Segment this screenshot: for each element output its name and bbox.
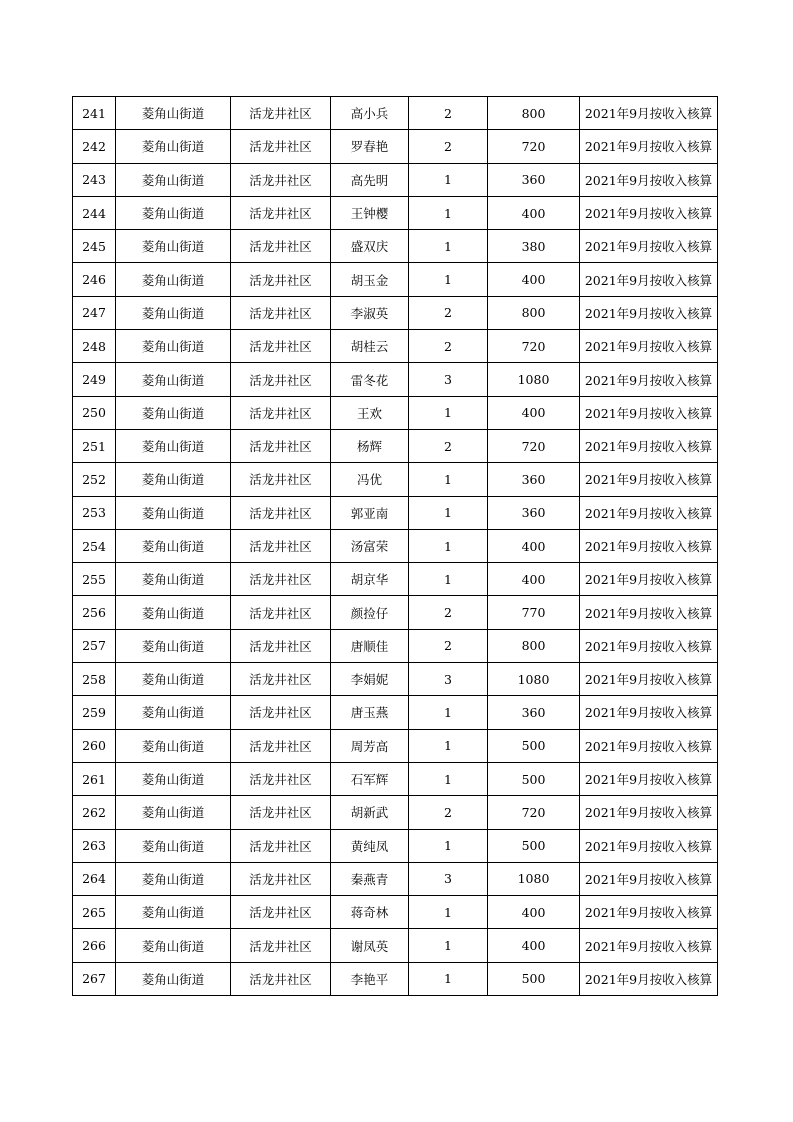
table-row [73,729,718,762]
cell-amount: 400 [488,396,580,429]
cell-note: 2021年9月按收入核算 [580,696,718,729]
cell-row-number: 241 [73,97,116,130]
cell-street-name: 菱角山街道 [116,563,231,596]
cell-street-name: 菱角山街道 [116,263,231,296]
cell-note: 2021年9月按收入核算 [580,762,718,795]
cell-person-name: 高小兵 [331,97,409,130]
cell-row-number: 256 [73,596,116,629]
cell-amount: 720 [488,130,580,163]
cell-row-number: 248 [73,330,116,363]
cell-household-size: 3 [409,663,488,696]
cell-street-name: 菱角山街道 [116,97,231,130]
cell-household-size: 1 [409,896,488,929]
cell-community-name: 活龙井社区 [231,696,331,729]
cell-row-number: 267 [73,962,116,995]
cell-row-number: 261 [73,762,116,795]
cell-person-name: 汤富荣 [331,529,409,562]
cell-street-name: 菱角山街道 [116,163,231,196]
table-row [73,163,718,196]
cell-note: 2021年9月按收入核算 [580,629,718,662]
cell-community-name: 活龙井社区 [231,363,331,396]
cell-household-size: 2 [409,429,488,462]
cell-community-name: 活龙井社区 [231,862,331,895]
cell-amount: 1080 [488,363,580,396]
cell-note: 2021年9月按收入核算 [580,596,718,629]
cell-person-name: 高先明 [331,163,409,196]
cell-row-number: 260 [73,729,116,762]
cell-community-name: 活龙井社区 [231,496,331,529]
cell-note: 2021年9月按收入核算 [580,663,718,696]
cell-household-size: 1 [409,929,488,962]
cell-household-size: 1 [409,962,488,995]
cell-community-name: 活龙井社区 [231,97,331,130]
cell-note: 2021年9月按收入核算 [580,962,718,995]
cell-street-name: 菱角山街道 [116,796,231,829]
cell-row-number: 242 [73,130,116,163]
table-row [73,796,718,829]
table-row [73,829,718,862]
cell-person-name: 冯优 [331,463,409,496]
table-row [73,663,718,696]
table-row [73,296,718,329]
cell-amount: 360 [488,496,580,529]
table-row [73,929,718,962]
cell-note: 2021年9月按收入核算 [580,163,718,196]
cell-community-name: 活龙井社区 [231,896,331,929]
cell-person-name: 周芳高 [331,729,409,762]
cell-note: 2021年9月按收入核算 [580,929,718,962]
cell-note: 2021年9月按收入核算 [580,429,718,462]
cell-street-name: 菱角山街道 [116,130,231,163]
cell-amount: 500 [488,729,580,762]
table-row [73,330,718,363]
cell-community-name: 活龙井社区 [231,529,331,562]
cell-note: 2021年9月按收入核算 [580,330,718,363]
table-row [73,896,718,929]
cell-note: 2021年9月按收入核算 [580,896,718,929]
cell-person-name: 黄纯凤 [331,829,409,862]
cell-row-number: 266 [73,929,116,962]
cell-street-name: 菱角山街道 [116,929,231,962]
cell-community-name: 活龙井社区 [231,396,331,429]
cell-household-size: 2 [409,629,488,662]
cell-community-name: 活龙井社区 [231,729,331,762]
cell-row-number: 247 [73,296,116,329]
cell-person-name: 蒋奇林 [331,896,409,929]
cell-street-name: 菱角山街道 [116,330,231,363]
cell-community-name: 活龙井社区 [231,296,331,329]
cell-household-size: 3 [409,862,488,895]
cell-row-number: 252 [73,463,116,496]
cell-person-name: 郭亚南 [331,496,409,529]
cell-person-name: 胡玉金 [331,263,409,296]
cell-note: 2021年9月按收入核算 [580,396,718,429]
cell-community-name: 活龙井社区 [231,796,331,829]
cell-note: 2021年9月按收入核算 [580,130,718,163]
cell-community-name: 活龙井社区 [231,463,331,496]
cell-street-name: 菱角山街道 [116,230,231,263]
cell-household-size: 1 [409,463,488,496]
cell-amount: 720 [488,796,580,829]
cell-person-name: 李艳平 [331,962,409,995]
table-row [73,962,718,995]
cell-row-number: 250 [73,396,116,429]
cell-row-number: 244 [73,196,116,229]
cell-row-number: 254 [73,529,116,562]
cell-amount: 500 [488,762,580,795]
table-row [73,496,718,529]
cell-community-name: 活龙井社区 [231,196,331,229]
cell-household-size: 1 [409,196,488,229]
cell-amount: 720 [488,429,580,462]
table-row [73,230,718,263]
cell-household-size: 1 [409,396,488,429]
cell-household-size: 1 [409,163,488,196]
cell-row-number: 257 [73,629,116,662]
cell-row-number: 263 [73,829,116,862]
cell-household-size: 2 [409,330,488,363]
cell-household-size: 2 [409,296,488,329]
cell-amount: 400 [488,563,580,596]
cell-street-name: 菱角山街道 [116,762,231,795]
cell-street-name: 菱角山街道 [116,396,231,429]
cell-household-size: 2 [409,796,488,829]
cell-note: 2021年9月按收入核算 [580,463,718,496]
cell-street-name: 菱角山街道 [116,363,231,396]
cell-person-name: 唐顺佳 [331,629,409,662]
table-row [73,429,718,462]
cell-row-number: 262 [73,796,116,829]
cell-row-number: 249 [73,363,116,396]
cell-amount: 380 [488,230,580,263]
cell-person-name: 李淑英 [331,296,409,329]
cell-amount: 800 [488,629,580,662]
cell-row-number: 255 [73,563,116,596]
cell-amount: 800 [488,296,580,329]
cell-person-name: 雷冬花 [331,363,409,396]
cell-row-number: 246 [73,263,116,296]
cell-street-name: 菱角山街道 [116,896,231,929]
cell-person-name: 颜捡仔 [331,596,409,629]
cell-household-size: 1 [409,563,488,596]
cell-person-name: 罗春艳 [331,130,409,163]
table-row [73,463,718,496]
cell-household-size: 3 [409,363,488,396]
table-row [73,563,718,596]
cell-person-name: 秦燕青 [331,862,409,895]
cell-note: 2021年9月按收入核算 [580,296,718,329]
cell-amount: 360 [488,463,580,496]
cell-street-name: 菱角山街道 [116,862,231,895]
cell-amount: 720 [488,330,580,363]
cell-person-name: 谢凤英 [331,929,409,962]
cell-street-name: 菱角山街道 [116,829,231,862]
cell-person-name: 王欢 [331,396,409,429]
cell-amount: 400 [488,529,580,562]
cell-amount: 400 [488,263,580,296]
table-row [73,97,718,130]
table-row [73,762,718,795]
cell-household-size: 2 [409,596,488,629]
cell-note: 2021年9月按收入核算 [580,829,718,862]
cell-row-number: 258 [73,663,116,696]
cell-household-size: 1 [409,230,488,263]
cell-amount: 1080 [488,862,580,895]
cell-street-name: 菱角山街道 [116,629,231,662]
table-row [73,196,718,229]
cell-amount: 400 [488,929,580,962]
cell-street-name: 菱角山街道 [116,496,231,529]
cell-amount: 400 [488,196,580,229]
cell-community-name: 活龙井社区 [231,563,331,596]
cell-person-name: 唐玉燕 [331,696,409,729]
cell-note: 2021年9月按收入核算 [580,97,718,130]
cell-household-size: 1 [409,529,488,562]
cell-note: 2021年9月按收入核算 [580,563,718,596]
table-row [73,596,718,629]
cell-street-name: 菱角山街道 [116,696,231,729]
cell-note: 2021年9月按收入核算 [580,496,718,529]
cell-street-name: 菱角山街道 [116,729,231,762]
cell-amount: 800 [488,97,580,130]
table-row [73,130,718,163]
cell-amount: 360 [488,163,580,196]
cell-household-size: 1 [409,829,488,862]
cell-row-number: 265 [73,896,116,929]
cell-amount: 770 [488,596,580,629]
cell-community-name: 活龙井社区 [231,163,331,196]
cell-amount: 400 [488,896,580,929]
cell-note: 2021年9月按收入核算 [580,230,718,263]
cell-street-name: 菱角山街道 [116,962,231,995]
cell-community-name: 活龙井社区 [231,230,331,263]
cell-community-name: 活龙井社区 [231,629,331,662]
cell-household-size: 1 [409,496,488,529]
cell-note: 2021年9月按收入核算 [580,529,718,562]
table-row [73,363,718,396]
cell-household-size: 1 [409,729,488,762]
cell-street-name: 菱角山街道 [116,663,231,696]
cell-household-size: 1 [409,696,488,729]
cell-street-name: 菱角山街道 [116,196,231,229]
cell-person-name: 胡新武 [331,796,409,829]
cell-row-number: 264 [73,862,116,895]
table-row [73,696,718,729]
cell-household-size: 1 [409,762,488,795]
cell-row-number: 245 [73,230,116,263]
cell-row-number: 253 [73,496,116,529]
cell-community-name: 活龙井社区 [231,263,331,296]
cell-household-size: 1 [409,263,488,296]
cell-community-name: 活龙井社区 [231,596,331,629]
cell-person-name: 王钟樱 [331,196,409,229]
cell-community-name: 活龙井社区 [231,829,331,862]
table-row [73,629,718,662]
cell-person-name: 李娟妮 [331,663,409,696]
cell-note: 2021年9月按收入核算 [580,263,718,296]
cell-street-name: 菱角山街道 [116,529,231,562]
cell-street-name: 菱角山街道 [116,429,231,462]
cell-street-name: 菱角山街道 [116,296,231,329]
cell-community-name: 活龙井社区 [231,130,331,163]
cell-person-name: 胡桂云 [331,330,409,363]
cell-note: 2021年9月按收入核算 [580,862,718,895]
cell-household-size: 2 [409,97,488,130]
table-body [73,97,718,996]
cell-community-name: 活龙井社区 [231,962,331,995]
table-row [73,263,718,296]
cell-row-number: 259 [73,696,116,729]
cell-street-name: 菱角山街道 [116,596,231,629]
cell-person-name: 石军辉 [331,762,409,795]
cell-amount: 360 [488,696,580,729]
cell-note: 2021年9月按收入核算 [580,196,718,229]
cell-person-name: 盛双庆 [331,230,409,263]
cell-community-name: 活龙井社区 [231,929,331,962]
cell-community-name: 活龙井社区 [231,762,331,795]
cell-row-number: 243 [73,163,116,196]
cell-street-name: 菱角山街道 [116,463,231,496]
table-row [73,396,718,429]
cell-community-name: 活龙井社区 [231,429,331,462]
cell-note: 2021年9月按收入核算 [580,363,718,396]
cell-household-size: 2 [409,130,488,163]
cell-amount: 500 [488,829,580,862]
cell-amount: 500 [488,962,580,995]
records-table [72,96,718,996]
cell-community-name: 活龙井社区 [231,330,331,363]
cell-amount: 1080 [488,663,580,696]
table-row [73,862,718,895]
cell-row-number: 251 [73,429,116,462]
table-row [73,529,718,562]
cell-person-name: 胡京华 [331,563,409,596]
cell-note: 2021年9月按收入核算 [580,796,718,829]
cell-community-name: 活龙井社区 [231,663,331,696]
cell-person-name: 杨辉 [331,429,409,462]
cell-note: 2021年9月按收入核算 [580,729,718,762]
